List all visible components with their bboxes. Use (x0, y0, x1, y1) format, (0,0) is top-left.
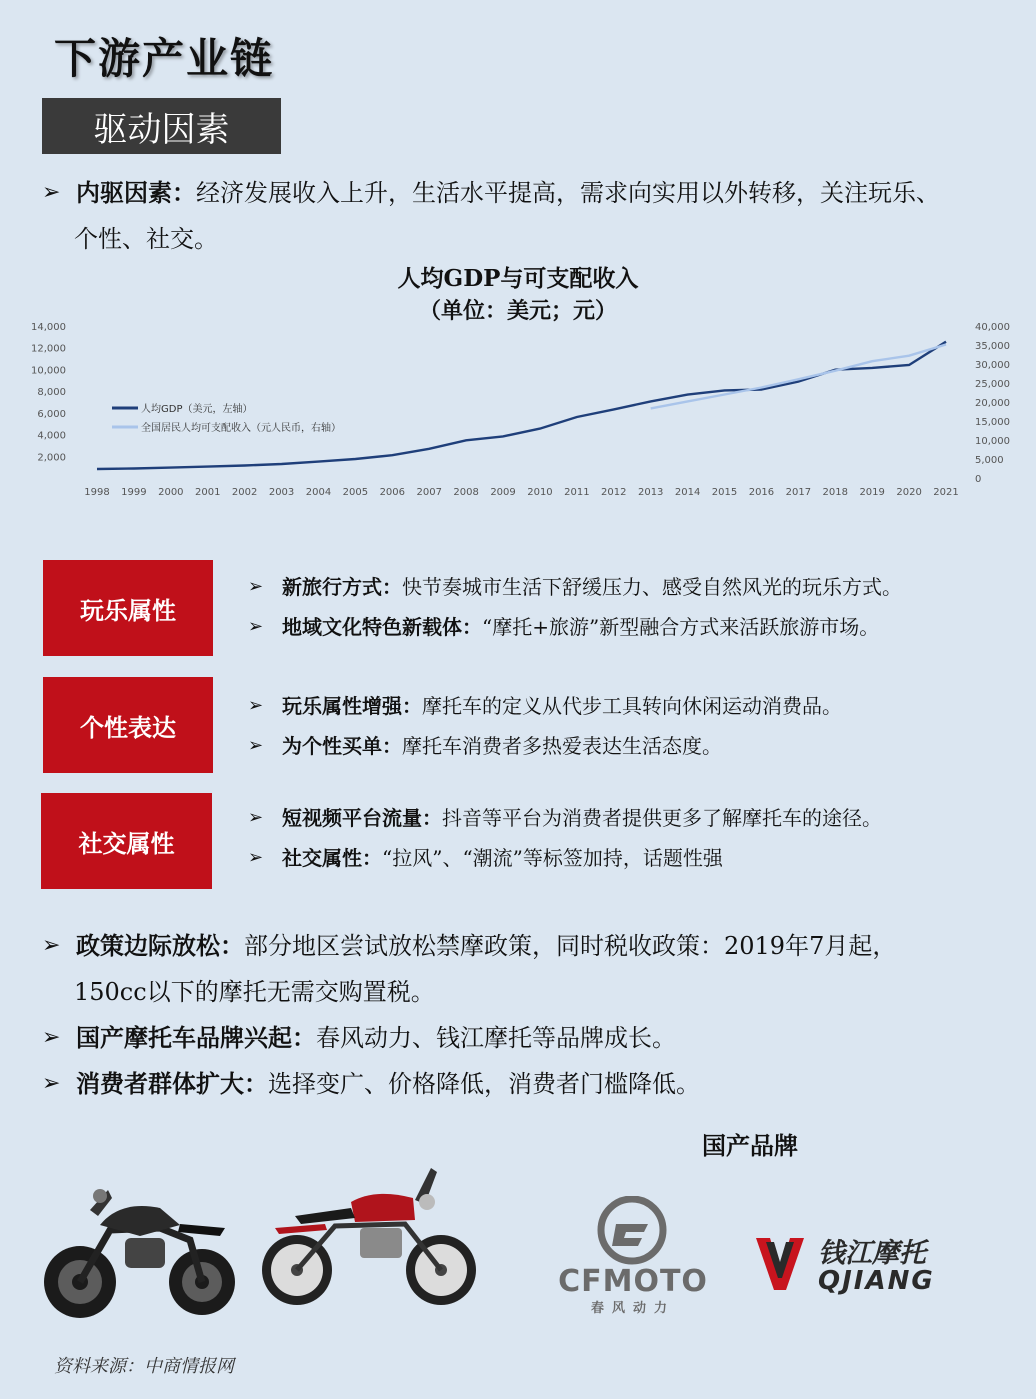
bullet-label-policy: 政策边际放松： (76, 931, 244, 960)
y-left-tick-label: 8,000 (37, 387, 66, 399)
intro-label: 内驱因素： (76, 178, 196, 207)
bullet-text-consumers: 选择变广、价格降低，消费者门槛降低。 (268, 1070, 700, 1098)
x-tick-label: 2004 (305, 487, 332, 498)
item-text: 快节奏城市生活下舒缓压力、感受自然风光的玩乐方式。 (402, 575, 902, 599)
legend-label-income: 全国居民人均可支配收入（元人民币，右轴） (141, 423, 341, 434)
y-right-tick-label: 40,000 (975, 322, 1010, 333)
x-tick-label: 2002 (231, 487, 258, 498)
y-right-tick-label: 0 (975, 474, 982, 485)
attr-box-play: 玩乐属性 (43, 560, 213, 656)
arrow-bullet-icon: ➢ (248, 695, 264, 716)
item-label: 新旅行方式： (282, 575, 402, 599)
x-tick-label: 2009 (490, 487, 516, 498)
arrow-bullet-icon: ➢ (42, 180, 61, 205)
qjiang-logo (752, 1232, 982, 1296)
intro-line2: 个性、社交。 (74, 225, 218, 253)
legend-label-gdp: 人均GDP（美元，左轴） (141, 404, 253, 415)
y-right-tick-label: 20,000 (975, 398, 1010, 409)
cfmoto-logo (548, 1196, 718, 1316)
attr-box-social: 社交属性 (41, 793, 212, 889)
x-tick-label: 2015 (711, 487, 738, 498)
qjiang-wordmark: QJIANG (818, 1266, 935, 1296)
x-tick-label: 2007 (416, 487, 442, 498)
y-right-tick-label: 35,000 (975, 341, 1010, 352)
intro-line1: 经济发展收入上升，生活水平提高，需求向实用以外转移，关注玩乐、 (196, 179, 940, 207)
bottom-bullets (42, 923, 1012, 1107)
bullet-text-policy: 部分地区尝试放松禁摩政策，同时税收政策：2019年7月起， (244, 932, 897, 960)
income-series-line (651, 345, 946, 409)
x-tick-label: 1999 (121, 487, 147, 498)
intro-bullet (42, 170, 1012, 262)
item-label: 地域文化特色新载体： (282, 615, 482, 639)
y-right-tick-label: 10,000 (975, 436, 1010, 447)
x-tick-label: 2006 (379, 487, 406, 498)
source-note: 资料来源：中商情报网 (54, 1356, 234, 1377)
brand-title: 国产品牌 (702, 1131, 798, 1160)
x-tick-label: 2017 (785, 487, 812, 498)
item-label: 玩乐属性增强： (282, 694, 422, 718)
attr-list-social (248, 798, 882, 878)
x-tick-label: 2003 (268, 487, 295, 498)
y-left-tick-label: 10,000 (31, 365, 66, 377)
x-tick-label: 2019 (859, 487, 885, 498)
y-right-tick-label: 25,000 (975, 379, 1010, 390)
item-label: 为个性买单： (282, 734, 402, 758)
arrow-bullet-icon: ➢ (248, 847, 264, 868)
y-right-tick-label: 30,000 (975, 360, 1010, 371)
arrow-bullet-icon: ➢ (248, 616, 264, 637)
x-tick-label: 2005 (342, 487, 369, 498)
item-text: 摩托车的定义从代步工具转向休闲运动消费品。 (422, 694, 842, 718)
arrow-bullet-icon: ➢ (248, 807, 264, 828)
arrow-bullet-icon: ➢ (42, 1025, 61, 1050)
qjiang-cn-name: 钱江摩托 (818, 1238, 926, 1269)
item-text: “摩托+旅游”新型融合方式来活跃旅游市场。 (482, 615, 880, 639)
x-tick-label: 2016 (748, 487, 775, 498)
y-left-tick-label: 4,000 (37, 430, 66, 442)
bullet-label-brands: 国产摩托车品牌兴起： (76, 1023, 316, 1052)
attr-list-play (248, 567, 902, 647)
cfmoto-mark-icon (612, 1224, 648, 1246)
section-tag: 驱动因素 (42, 98, 281, 154)
item-text: 抖音等平台为消费者提供更多了解摩托车的途径。 (442, 806, 882, 830)
bullet-label-consumers: 消费者群体扩大： (76, 1069, 268, 1098)
item-text: 摩托车消费者多热爱表达生活态度。 (402, 734, 722, 758)
y-right-tick-label: 5,000 (975, 455, 1004, 466)
attr-box-personality: 个性表达 (43, 677, 213, 773)
arrow-bullet-icon: ➢ (42, 1071, 61, 1096)
arrow-bullet-icon: ➢ (42, 933, 61, 958)
y-left-tick-label: 12,000 (31, 343, 66, 355)
red-street-motorcycle-icon (255, 1158, 485, 1313)
x-tick-label: 2008 (453, 487, 479, 498)
y-right-tick-label: 15,000 (975, 417, 1010, 428)
x-tick-label: 2013 (637, 487, 664, 498)
cfmoto-cn-name: 春风动力 (590, 1301, 676, 1316)
x-tick-label: 2021 (933, 487, 959, 498)
cfmoto-wordmark: CFMOTO (558, 1264, 708, 1299)
intro-text (76, 170, 940, 216)
arrow-bullet-icon: ➢ (248, 735, 264, 756)
bullet-text-policy-line2: 150cc以下的摩托无需交购置税。 (74, 978, 435, 1006)
x-tick-label: 2014 (674, 487, 701, 498)
bullet-text-brands: 春风动力、钱江摩托等品牌成长。 (316, 1024, 676, 1052)
item-label: 社交属性： (282, 846, 382, 870)
y-left-tick-label: 6,000 (37, 408, 66, 420)
x-tick-label: 2018 (822, 487, 848, 498)
y-left-tick-label: 2,000 (37, 452, 66, 464)
arrow-bullet-icon: ➢ (248, 576, 264, 597)
chart-title: 人均GDP与可支配收入 (397, 265, 639, 292)
gdp-income-chart (0, 310, 1036, 510)
item-label: 短视频平台流量： (282, 806, 442, 830)
item-text: “拉风”、“潮流”等标签加持，话题性强 (382, 846, 723, 870)
page-title: 下游产业链 (54, 34, 275, 83)
attr-list-personality (248, 686, 842, 766)
x-tick-label: 2001 (195, 487, 221, 498)
x-tick-label: 2010 (527, 487, 553, 498)
x-tick-label: 1998 (84, 487, 110, 498)
x-tick-label: 2000 (158, 487, 184, 498)
cruiser-motorcycle-icon (40, 1170, 240, 1325)
x-tick-label: 2012 (601, 487, 627, 498)
chart-subtitle: （单位：美元；元） (418, 298, 617, 324)
y-left-tick-label: 14,000 (31, 322, 66, 333)
x-tick-label: 2020 (896, 487, 922, 498)
x-tick-label: 2011 (564, 487, 590, 498)
chart-legend (112, 402, 341, 434)
